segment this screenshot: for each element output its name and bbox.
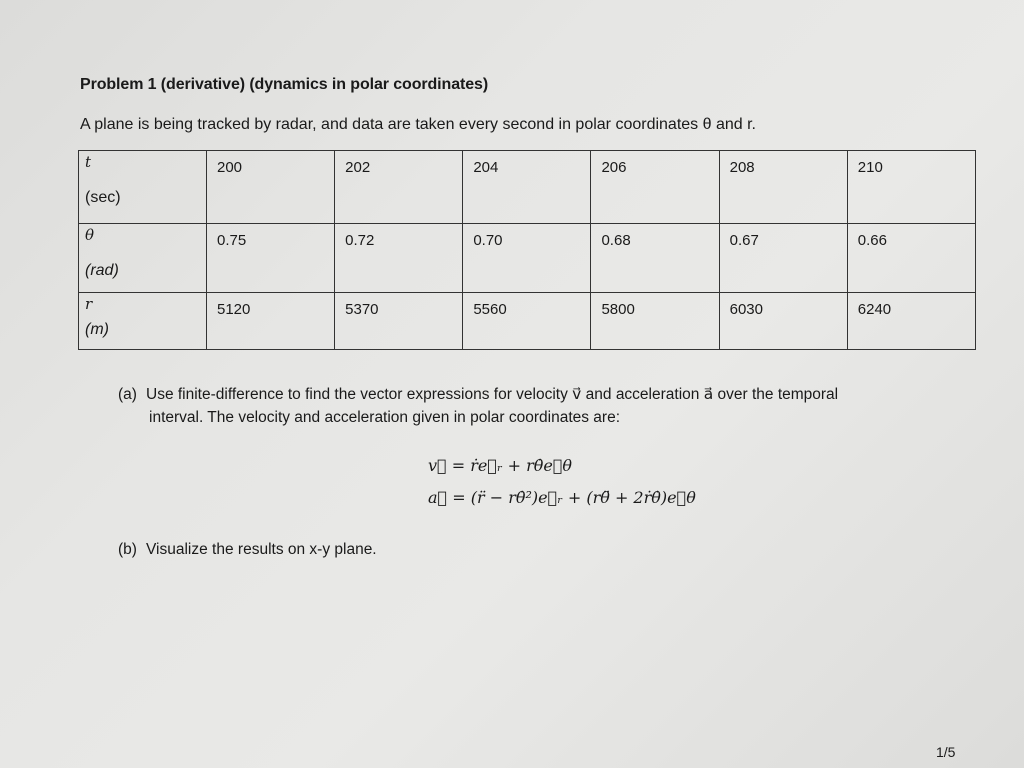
row-symbol: θ — [85, 226, 95, 244]
page-number: 1/5 — [936, 744, 956, 760]
table-cell: 5800 — [591, 293, 719, 350]
table-cell: 204 — [463, 151, 591, 224]
acceleration-equation: a⃗ = (r̈ − rθ̇²)e⃗ᵣ + (rθ̈ + 2ṙθ̇)e⃗θ — [428, 488, 696, 507]
row-unit: (rad) — [85, 262, 119, 279]
part-a-text-line2: interval. The velocity and acceleration given in polar coordinates are: — [149, 409, 621, 426]
table-cell: 202 — [335, 151, 463, 224]
table-cell: 0.72 — [335, 224, 463, 293]
row-unit: (sec) — [85, 189, 121, 206]
row-unit: (m) — [85, 321, 109, 338]
table-cell: 0.75 — [207, 224, 335, 293]
part-b — [118, 538, 377, 561]
table-cell: 210 — [847, 151, 975, 224]
table-cell: 6240 — [847, 293, 975, 350]
table-row — [79, 293, 976, 350]
velocity-equation: v⃗ = ṙe⃗ᵣ + rθ̇e⃗θ — [428, 456, 573, 475]
problem-title: Problem 1 (derivative) (dynamics in polar coordinates) — [80, 76, 489, 93]
table-cell: 0.70 — [463, 224, 591, 293]
table-row — [79, 151, 976, 224]
part-a — [118, 383, 978, 429]
part-a-label: (a) — [118, 386, 137, 403]
table-cell: 0.66 — [847, 224, 975, 293]
part-b-label: (b) — [118, 541, 137, 558]
part-b-text: Visualize the results on x-y plane. — [146, 541, 377, 558]
row-symbol: t — [85, 153, 92, 171]
table-cell: 0.68 — [591, 224, 719, 293]
table-cell: 206 — [591, 151, 719, 224]
data-table — [78, 150, 976, 350]
table-cell: 0.67 — [719, 224, 847, 293]
row-header — [79, 293, 207, 350]
row-symbol: r — [85, 295, 93, 313]
table-cell: 5120 — [207, 293, 335, 350]
table-cell: 200 — [207, 151, 335, 224]
table-row — [79, 224, 976, 293]
row-header — [79, 151, 207, 224]
table-cell: 6030 — [719, 293, 847, 350]
table-cell: 5370 — [335, 293, 463, 350]
table-cell: 208 — [719, 151, 847, 224]
row-header — [79, 224, 207, 293]
problem-intro: A plane is being tracked by radar, and data are taken every second in polar coordinates θ and r. — [80, 116, 756, 133]
table-cell: 5560 — [463, 293, 591, 350]
part-a-text-line1: Use finite-difference to find the vector expressions for velocity v⃗ and acceleration a⃗ over the temporal — [146, 386, 839, 403]
